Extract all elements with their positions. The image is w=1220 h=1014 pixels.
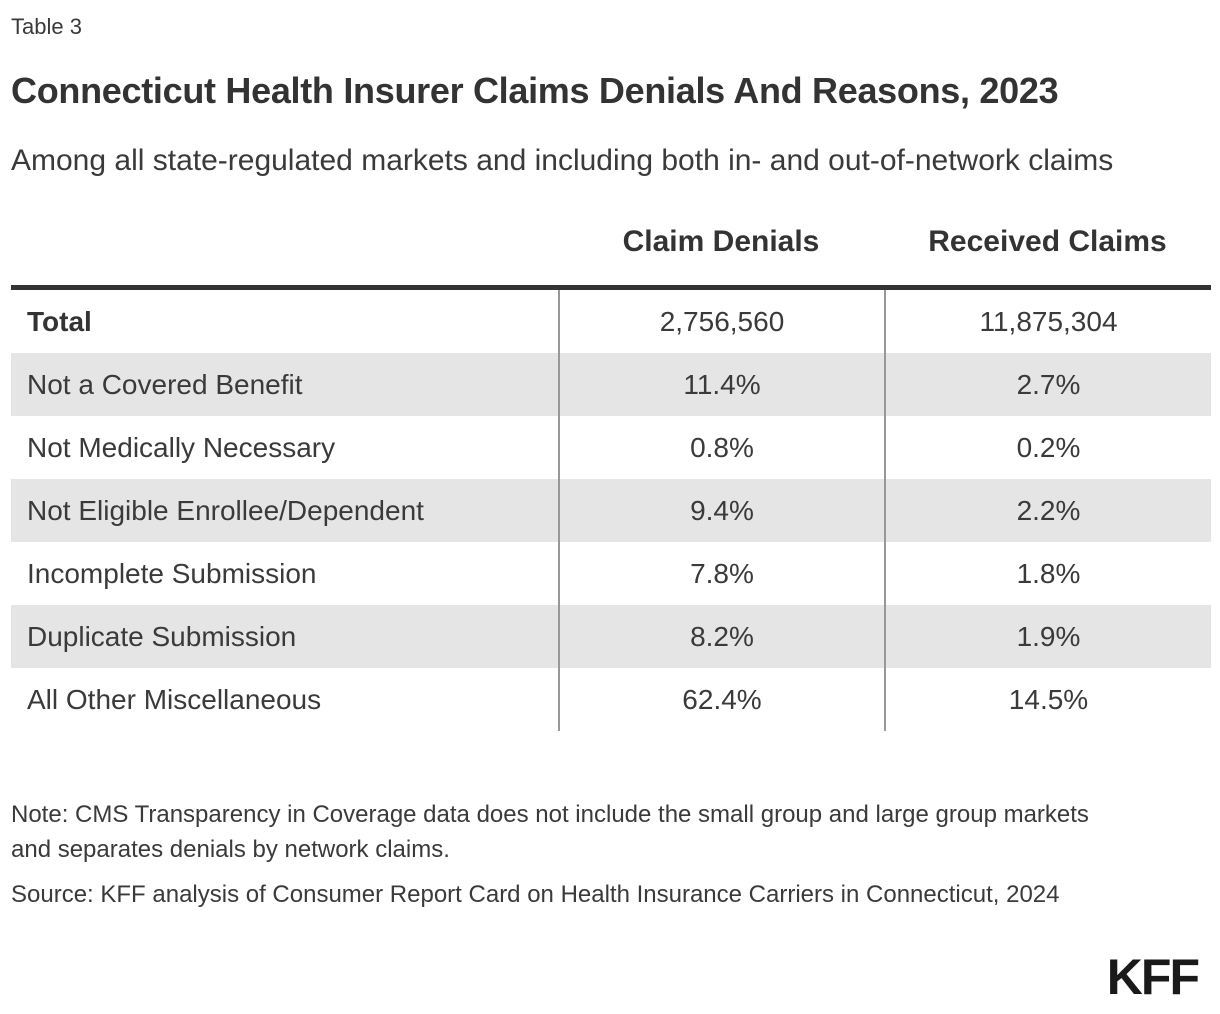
table-header-row xyxy=(11,185,1211,285)
row-label-cell: Duplicate Submission xyxy=(27,620,297,652)
received-claims-cell: 0.2% xyxy=(884,416,1211,479)
received-claims-cell: 11,875,304 xyxy=(884,290,1211,353)
claim-denials-cell: 2,756,560 xyxy=(558,290,884,353)
page-title: Connecticut Health Insurer Claims Denials And Reasons, 2023 xyxy=(11,70,1059,111)
claim-denials-cell: 8.2% xyxy=(558,605,884,668)
table-row xyxy=(11,605,1211,668)
source-text: Source: KFF analysis of Consumer Report Card on Health Insurance Carriers in Connecticut, 2024 xyxy=(11,881,1060,908)
row-label-cell: Total xyxy=(27,305,92,337)
table-number-label: Table 3 xyxy=(11,14,82,39)
table-row xyxy=(11,353,1211,416)
table-row xyxy=(11,668,1211,731)
table-row xyxy=(11,290,1211,353)
table-row xyxy=(11,416,1211,479)
header-claim-denials: Claim Denials xyxy=(622,225,820,258)
page-subtitle: Among all state-regulated markets and including both in- and out-of-network claims xyxy=(11,144,1114,177)
row-label-cell: All Other Miscellaneous xyxy=(27,683,322,715)
claim-denials-cell: 0.8% xyxy=(558,416,884,479)
claim-denials-cell: 62.4% xyxy=(558,668,884,731)
row-label-cell: Not a Covered Benefit xyxy=(27,368,303,400)
row-label-cell: Incomplete Submission xyxy=(27,557,317,589)
claim-denials-cell: 11.4% xyxy=(558,353,884,416)
header-empty-cell xyxy=(11,259,558,285)
table-body xyxy=(11,285,1211,731)
note-text: Note: CMS Transparency in Coverage data does not include the small group and large group markets and separates denials by network claims. xyxy=(11,801,1089,863)
received-claims-cell: 14.5% xyxy=(884,668,1211,731)
row-label-cell: Not Eligible Enrollee/Dependent xyxy=(27,494,424,526)
table-row xyxy=(11,479,1211,542)
received-claims-cell: 2.7% xyxy=(884,353,1211,416)
kff-logo: KFF xyxy=(1106,949,1198,1005)
claim-denials-cell: 7.8% xyxy=(558,542,884,605)
header-received-claims: Received Claims xyxy=(928,225,1167,258)
claims-table xyxy=(11,185,1211,731)
received-claims-cell: 1.9% xyxy=(884,605,1211,668)
received-claims-cell: 2.2% xyxy=(884,479,1211,542)
row-label-cell: Not Medically Necessary xyxy=(27,431,336,463)
claim-denials-cell: 9.4% xyxy=(558,479,884,542)
table-row xyxy=(11,542,1211,605)
received-claims-cell: 1.8% xyxy=(884,542,1211,605)
